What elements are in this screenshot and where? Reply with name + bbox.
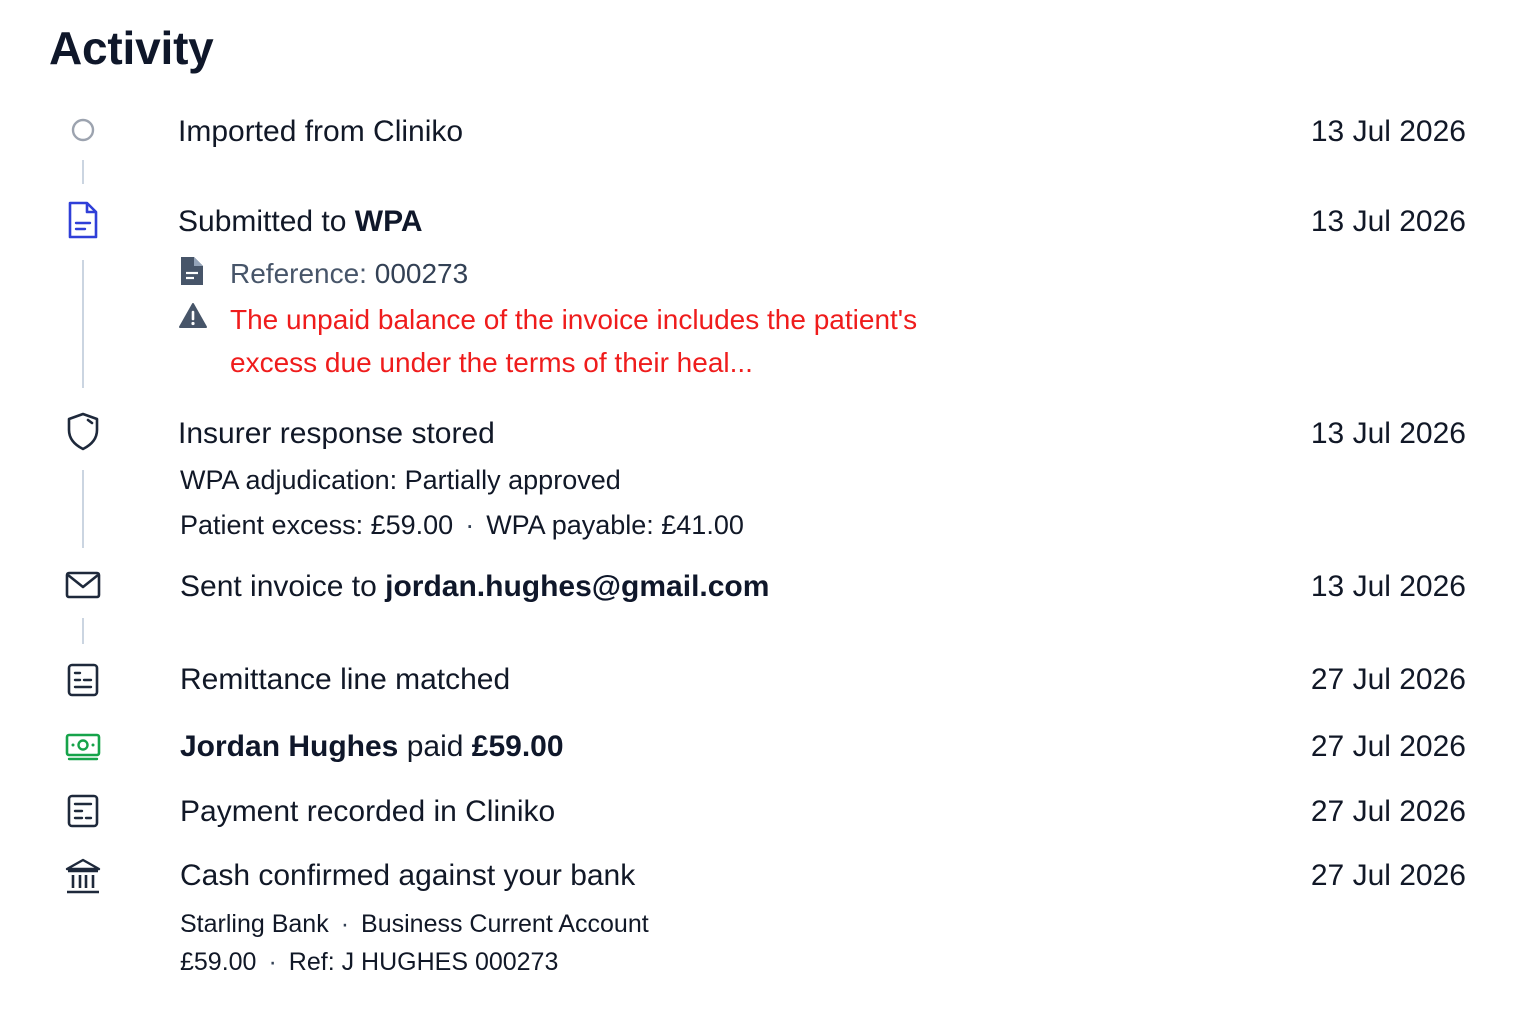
- reference-row: [178, 256, 468, 291]
- recipient-email: jordan.hughes@gmail.com: [385, 570, 770, 603]
- receipt-icon: [60, 788, 106, 834]
- activity-headline: Imported from Cliniko: [178, 115, 464, 148]
- page-title: Activity: [49, 22, 214, 74]
- mail-icon: [60, 562, 106, 608]
- activity-headline: Sent invoice to jordan.hughes@gmail.com: [180, 570, 770, 603]
- payer-name: Jordan Hughes: [180, 730, 399, 763]
- bank-account-detail: Starling Bank · Business Current Account: [180, 910, 649, 938]
- activity-headline: Payment recorded in Cliniko: [180, 795, 556, 828]
- activity-date: 13 Jul 2026: [1310, 205, 1466, 238]
- activity-date: 13 Jul 2026: [1310, 417, 1466, 450]
- activity-date: 27 Jul 2026: [1310, 663, 1466, 696]
- adjudication-detail: WPA adjudication: Partially approved: [180, 465, 621, 495]
- timeline-connector: [82, 618, 84, 644]
- warning-icon: [178, 302, 208, 335]
- activity-headline: Submitted to WPA: [178, 205, 423, 238]
- circle-icon: [60, 107, 106, 153]
- activity-headline: Insurer response stored: [178, 417, 495, 450]
- shield-icon: [60, 408, 106, 454]
- timeline-connector: [82, 470, 84, 548]
- activity-date: 27 Jul 2026: [1310, 795, 1466, 828]
- insurer-name: WPA: [354, 205, 423, 238]
- payment-amount: £59.00: [471, 730, 564, 763]
- activity-date: 27 Jul 2026: [1310, 859, 1466, 892]
- warning-message: The unpaid balance of the invoice includes the patient's excess due under the terms of their heal...: [230, 304, 918, 378]
- activity-headline: Jordan Hughes paid £59.00: [180, 730, 564, 763]
- activity-date: 13 Jul 2026: [1310, 115, 1466, 148]
- activity-headline: Cash confirmed against your bank: [180, 859, 636, 892]
- remittance-icon: [60, 657, 106, 703]
- amounts-detail: Patient excess: £59.00 · WPA payable: £41.00: [180, 510, 744, 540]
- document-icon: [60, 197, 106, 243]
- activity-date: 13 Jul 2026: [1310, 570, 1466, 603]
- activity-date: 27 Jul 2026: [1310, 730, 1466, 763]
- reference-label: Reference: 000273: [230, 257, 469, 289]
- reference-value: 000273: [374, 257, 469, 289]
- timeline-connector: [82, 260, 84, 388]
- activity-headline: Remittance line matched: [180, 663, 511, 696]
- bank-icon: [60, 854, 106, 900]
- money-icon: [60, 724, 106, 770]
- file-icon: [178, 256, 206, 291]
- bank-reference-detail: £59.00 · Ref: J HUGHES 000273: [180, 948, 559, 976]
- timeline-connector: [82, 160, 84, 184]
